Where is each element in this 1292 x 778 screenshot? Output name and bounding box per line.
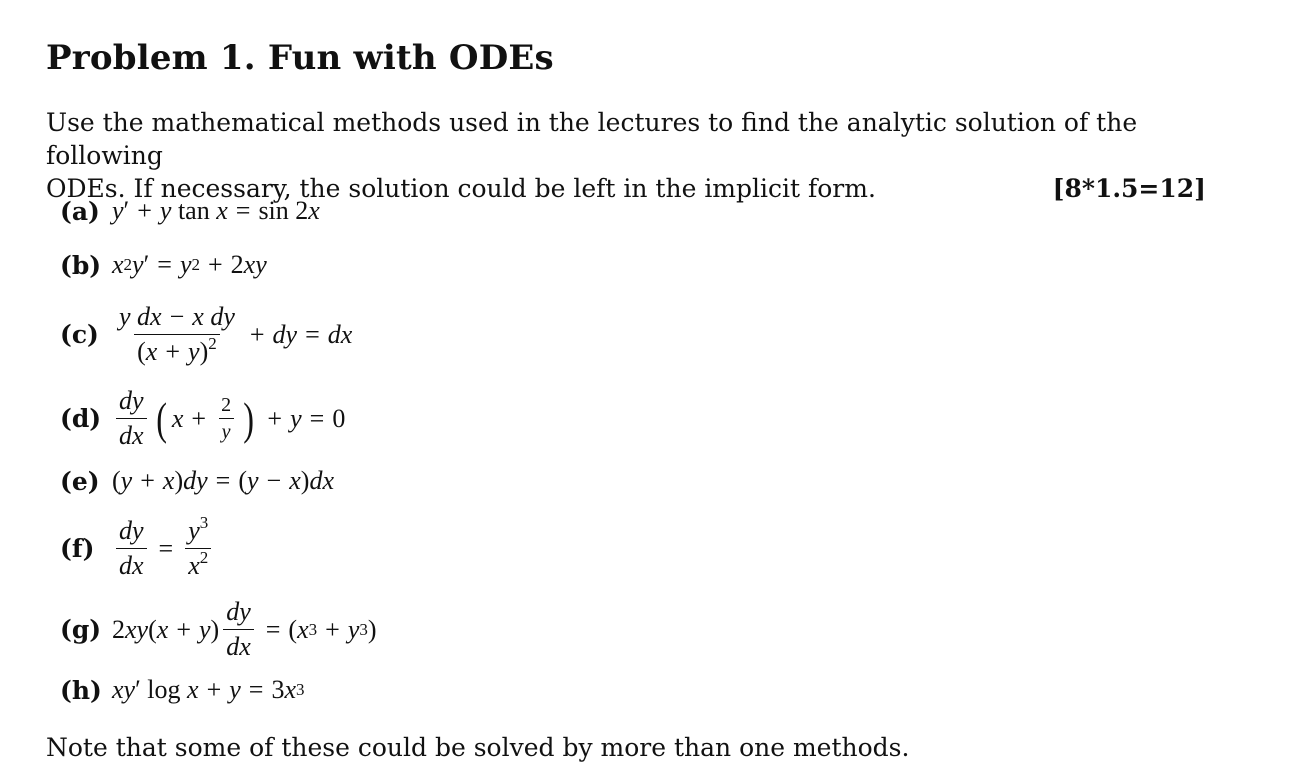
item-label-f: (f)	[60, 534, 95, 563]
ode-item-b	[60, 250, 267, 280]
item-label-b: (b)	[60, 250, 102, 280]
item-label-a: (a)	[60, 196, 100, 226]
item-label-e: (e)	[60, 466, 100, 496]
intro-line-2: ODEs. If necessary, the solution could be left in the implicit form.	[46, 174, 876, 203]
item-label-g: (g)	[60, 615, 102, 644]
ode-item-g	[60, 597, 377, 662]
ode-item-h	[60, 675, 305, 705]
ode-item-a	[60, 196, 320, 226]
equation-h: xy ′ log x + y = 3 x 3	[112, 675, 305, 704]
fraction-y3-x2-f: $\frac{y^3}{x^2}$	[185, 516, 211, 581]
item-label-c: (c)	[60, 320, 99, 349]
ode-item-d	[60, 386, 345, 451]
item-label-h: (h)	[60, 675, 102, 705]
ode-item-c	[60, 302, 352, 367]
equation-e: ( y + x ) dy = ( y − x ) dx	[112, 466, 334, 495]
equation-c: $\frac{\text{y dx − x dy}}{(x + y)^2}$ + dy = dx	[112, 302, 352, 367]
equation-f: $\frac{dy}{dx}$ = $\frac{y^3}{x^2}$	[112, 516, 215, 581]
fraction-c: $\frac{\text{y dx − x dy}}{(x + y)^2}$	[119, 302, 235, 366]
fraction-dy-dx-g: $\frac{dy}{dx}$	[223, 597, 254, 662]
fraction-dy-dx-f: $\frac{dy}{dx}$	[116, 516, 147, 581]
fraction-dy-dx-d: $\frac{dy}{dx}$	[116, 386, 147, 451]
item-label-d: (d)	[60, 404, 102, 433]
problem-title: Problem 1. Fun with ODEs	[46, 38, 554, 78]
equation-b: x 2 y ′ = y 2 + 2 xy	[112, 250, 267, 279]
problem-intro	[46, 106, 1206, 205]
equation-g: 2 xy ( x + y ) $\frac{dy}{dx}$ = ( x 3 + y 3 )	[112, 597, 377, 661]
closing-note: Note that some of these could be solved by more than one methods.	[46, 733, 910, 762]
fraction-2-y-d: $\frac{2}{y}$	[218, 394, 234, 443]
equation-d: $\frac{dy}{dx}$ ( x + $\frac{2}{y}$ ) + y = 0	[112, 386, 345, 451]
ode-item-e	[60, 466, 334, 496]
intro-line-1: Use the mathematical methods used in the lectures to find the analytic solution of the following	[46, 108, 1138, 170]
ode-item-f	[60, 513, 215, 581]
equation-a: y ′ + y tan x = sin 2 x	[112, 196, 320, 225]
marks-badge: [8*1.5=12]	[1052, 174, 1206, 203]
